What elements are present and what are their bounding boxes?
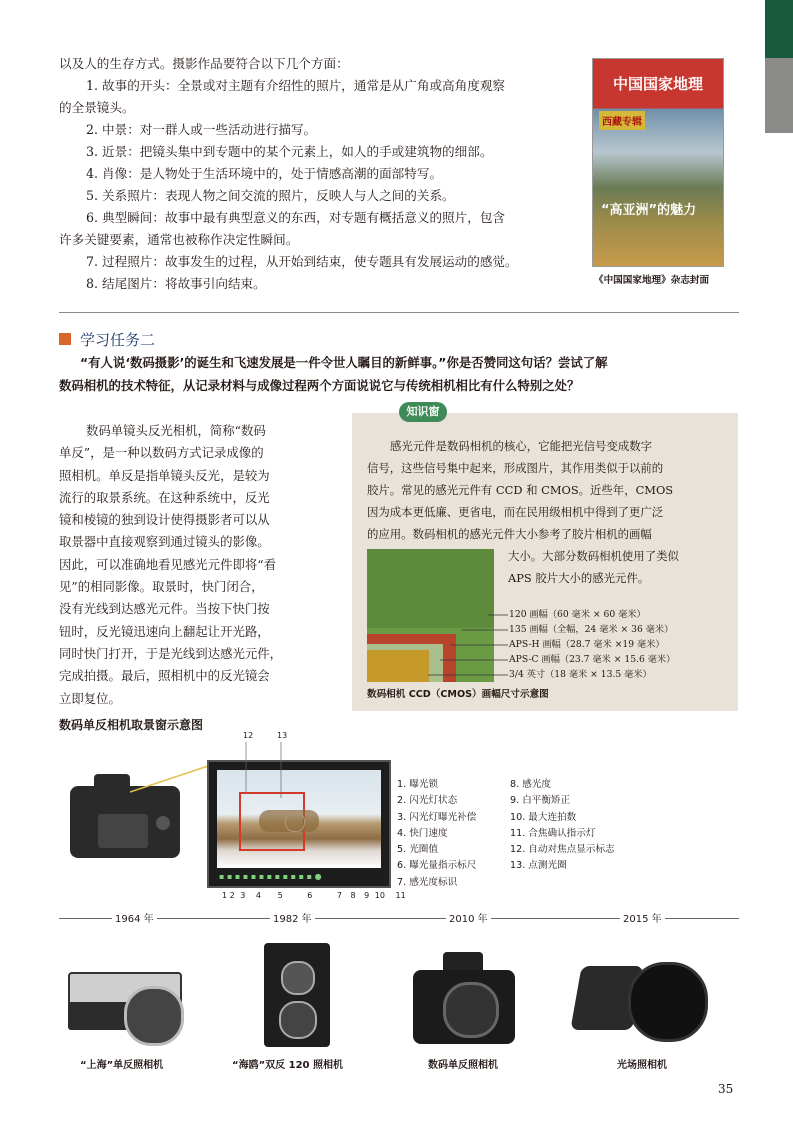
viewfinder-pointer bbox=[130, 760, 210, 800]
chapter-tab bbox=[765, 0, 793, 58]
viewfinder-image bbox=[207, 760, 391, 888]
knowledge-text bbox=[367, 435, 673, 545]
legend-item: 4. 快门速度 bbox=[397, 827, 448, 839]
legend-item: 2. 闪光灯状态 bbox=[397, 795, 458, 807]
text-line: 1. 故事的开头：全景或对主题有介绍性的照片，通常是从广角或高角度观察 bbox=[86, 78, 506, 93]
text-line: 流行的取景系统。在这种系统中，反光 bbox=[59, 489, 270, 505]
format-label: APS-H 画幅（28.7 毫米 ×19 毫米） bbox=[509, 639, 665, 650]
text-line: 的应用。数码相机的感光元件大小参考了胶片相机的画幅 bbox=[367, 527, 652, 541]
divider bbox=[59, 312, 739, 313]
text-line: 3. 近景：把镜头集中到专题中的某个元素上，如人的手或建筑物的细部。 bbox=[86, 144, 493, 159]
timeline-year: 2010 年 bbox=[446, 910, 491, 925]
callout-number: 10 bbox=[374, 891, 385, 900]
seagull-camera-image bbox=[264, 943, 330, 1047]
text-line: 同时快门打开，于是光线到达感光元件， bbox=[59, 645, 283, 661]
text-line: 胶片。常见的感光元件有 CCD 和 CMOS。近些年，CMOS bbox=[367, 483, 674, 497]
callout-number: 12 bbox=[243, 731, 254, 740]
viewfinder-title: 数码单反相机取景窗示意图 bbox=[59, 718, 204, 732]
text-line: 因为成本更低廉、更省电，而在民用级相机中得到了更广泛 bbox=[367, 505, 664, 519]
shanghai-camera-image bbox=[68, 962, 178, 1044]
tree-shape bbox=[259, 810, 319, 832]
legend-item: 8. 感光度 bbox=[510, 779, 551, 790]
dslr-paragraph bbox=[59, 420, 282, 710]
text-line: 照相机。单反是指单镜头反光，是较为 bbox=[59, 467, 270, 483]
legend-item: 6. 曝光量指示标尺 bbox=[397, 860, 477, 872]
text-line: 的全景镜头。 bbox=[59, 100, 135, 115]
camera-lcd bbox=[98, 814, 148, 848]
callout-number: 8 bbox=[350, 891, 356, 900]
text-line: 2. 中景：对一群人或一些活动进行描写。 bbox=[86, 122, 317, 137]
text-line: 立即复位。 bbox=[59, 690, 121, 706]
text-line: 因此，可以准确地看见感光元件即将“看 bbox=[59, 556, 276, 572]
camera-caption: 光场照相机 bbox=[617, 1060, 667, 1071]
text-line: 以及人的生存方式。摄影作品要符合以下几个方面： bbox=[59, 56, 349, 71]
task-question-line: “有人说‘数码摄影’的诞生和飞速发展是一件令世人瞩目的新鲜事。”你是否赞同这句话？尝试了解 bbox=[80, 355, 608, 370]
format-leader-lines bbox=[420, 600, 510, 685]
text-line: 没有光线到达感光元件。当按下快门按 bbox=[59, 601, 270, 617]
magazine-cover-image bbox=[592, 58, 724, 267]
text-line: APS 胶片大小的感光元件。 bbox=[508, 571, 650, 585]
legend-item: 7. 感光度标识 bbox=[397, 876, 458, 888]
viewing-lens bbox=[281, 961, 315, 995]
text-line: 感光元件是数码相机的核心，它能把光信号变成数字 bbox=[390, 439, 652, 453]
camera-lens bbox=[443, 982, 499, 1038]
callout-number: 7 bbox=[336, 891, 342, 900]
legend-item: 5. 光圈值 bbox=[397, 844, 438, 856]
text-line: 许多关键要素，通常也被称作决定性瞬间。 bbox=[59, 232, 299, 247]
viewfinder-status-bar: ▪ ▪ ▪ ▪ ▪ ▪ ▪ ▪ ▪ ▪ ▪ ▪ ● bbox=[219, 872, 322, 881]
legend-item: 11. 合焦确认指示灯 bbox=[510, 827, 596, 839]
callout-number: 2 bbox=[229, 891, 235, 900]
callout-lines-top bbox=[240, 742, 290, 802]
text-line: 6. 典型瞬间：故事中最有典型意义的东西，对专题有概括意义的照片，包含 bbox=[86, 210, 506, 225]
timeline-year: 2015 年 bbox=[620, 910, 665, 925]
text-line: 完成拍摄。最后，照相机中的反光镜会 bbox=[59, 668, 270, 684]
callout-number: 6 bbox=[307, 891, 313, 900]
legend-item: 13. 点测光圈 bbox=[510, 860, 567, 872]
camera-caption: “海鸥”双反 120 照相机 bbox=[232, 1060, 343, 1071]
text-line: 5. 关系照片：表现人物之间交流的照片，反映人与人之间的关系。 bbox=[86, 188, 455, 203]
cover-caption: 《中国国家地理》杂志封面 bbox=[594, 275, 710, 286]
text-line: 8. 结尾图片：将故事引向结束。 bbox=[86, 276, 266, 291]
camera-lens bbox=[124, 986, 184, 1046]
legend-item: 1. 曝光锁 bbox=[397, 779, 438, 790]
text-line: 大小。大部分数码相机使用了类似 bbox=[508, 549, 679, 563]
text-line: 信号，这些信号集中起来，形成图片，其作用类似于以前的 bbox=[367, 461, 664, 475]
diagram-caption: 数码相机 CCD（CMOS）画幅尺寸示意图 bbox=[367, 689, 549, 700]
callout-number: 13 bbox=[277, 731, 288, 740]
camera-caption: “上海”单反照相机 bbox=[80, 1060, 164, 1071]
text-line: 数码单镜头反光相机，简称“数码 bbox=[86, 423, 266, 438]
callout-number: 11 bbox=[395, 891, 406, 900]
text-line: 钮时，反光镜迅速向上翻起让开光路， bbox=[59, 623, 270, 639]
callout-numbers-bottom bbox=[222, 891, 406, 900]
cover-headline: “高亚洲”的魅力 bbox=[601, 203, 697, 218]
text-line: 7. 过程照片：故事发生的过程，从开始到结束，使专题具有发展运动的感觉。 bbox=[86, 254, 518, 269]
heading-marker bbox=[59, 333, 71, 345]
task-heading: 学习任务二 bbox=[80, 331, 156, 349]
format-label: 120 画幅（60 毫米 × 60 毫米） bbox=[509, 609, 646, 620]
text-line: 4. 肖像：是人物处于生活环境中的，处于情感高潮的面部特写。 bbox=[86, 166, 443, 181]
format-labels bbox=[509, 608, 675, 681]
legend-item: 10. 最大连拍数 bbox=[510, 811, 577, 823]
knowledge-badge: 知识窗 bbox=[399, 402, 447, 422]
lightfield-camera-image bbox=[576, 962, 706, 1042]
camera-prism bbox=[94, 774, 130, 794]
camera-lens bbox=[628, 962, 708, 1042]
cover-badge: 西藏专辑 bbox=[599, 111, 645, 130]
legend-item: 3. 闪光灯曝光补偿 bbox=[397, 811, 477, 823]
viewfinder-legend-left bbox=[397, 777, 476, 891]
format-label: 3/4 英寸（18 毫米 × 13.5 毫米） bbox=[509, 669, 652, 680]
legend-item: 12. 自动对焦点显示标志 bbox=[510, 844, 615, 856]
format-label: APS-C 画幅（23.7 毫米 × 15.6 毫米） bbox=[509, 654, 676, 665]
dslr-camera-image bbox=[413, 952, 515, 1044]
text-line: 取景器中直接观察到通过镜头的影像。 bbox=[59, 534, 270, 550]
text-line: 镜和棱镜的独到设计使得摄影者可以从 bbox=[59, 512, 270, 528]
format-label: 135 画幅（全幅，24 毫米 × 36 毫米） bbox=[509, 624, 674, 635]
legend-item: 9. 白平衡矫正 bbox=[510, 795, 571, 807]
page-number: 35 bbox=[718, 1082, 734, 1096]
callout-number: 9 bbox=[364, 891, 370, 900]
callout-number: 5 bbox=[277, 891, 283, 900]
camera-caption: 数码单反照相机 bbox=[428, 1060, 498, 1071]
callout-number: 1 bbox=[222, 891, 228, 900]
viewfinder-legend-right bbox=[510, 777, 615, 875]
text-line: 单反”，是一种以数码方式记录成像的 bbox=[59, 445, 264, 461]
callout-number: 3 bbox=[240, 891, 246, 900]
knowledge-text-right bbox=[508, 545, 679, 589]
section-tab bbox=[765, 58, 793, 133]
camera-dial bbox=[156, 816, 170, 830]
taking-lens bbox=[279, 1001, 317, 1039]
cover-title: 中国国家地理 bbox=[612, 75, 703, 93]
timeline-year: 1982 年 bbox=[270, 910, 315, 925]
timeline-year: 1964 年 bbox=[112, 910, 157, 925]
text-line: 见”的相同影像。取景时，快门闭合， bbox=[59, 579, 264, 595]
callout-number: 4 bbox=[255, 891, 262, 900]
task-question-line: 数码相机的技术特征，从记录材料与成像过程两个方面说说它与传统相机相比有什么特别之处？ bbox=[59, 378, 580, 393]
